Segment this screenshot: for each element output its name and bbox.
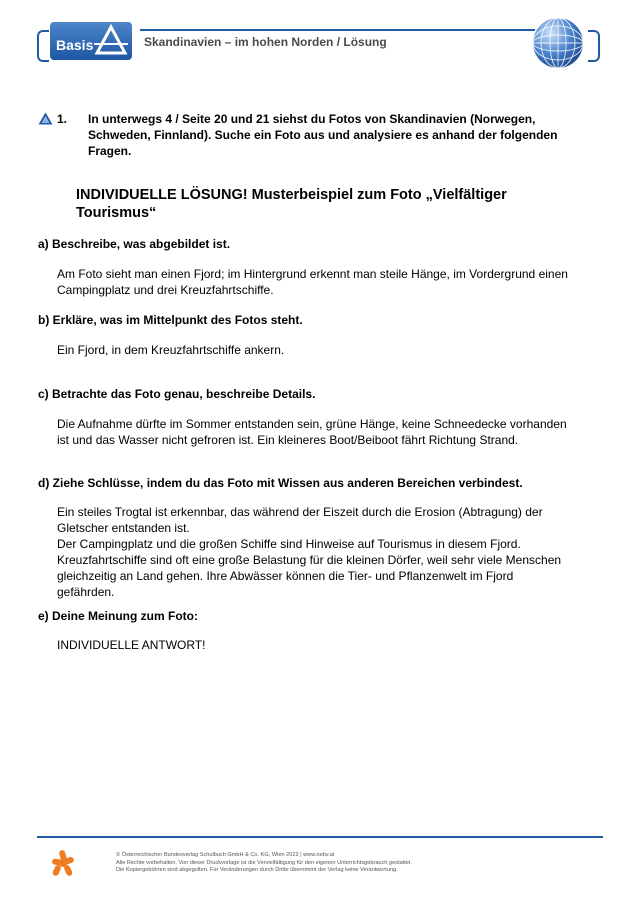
answer-c: [57, 416, 602, 448]
answer-line: Der Campingplatz und die großen Schiffe sind Hinweise auf Tourismus in diesem Fjord.: [57, 537, 521, 551]
warning-triangle-icon: [38, 112, 53, 125]
answer-line: ist und das Wasser nicht gefroren ist. Ein kleineres Boot/Beiboot fährt Richtung Strand.: [57, 433, 519, 447]
answer-line: Ein Fjord, in dem Kreuzfahrtschiffe ankern.: [57, 343, 285, 357]
question-e: e) Deine Meinung zum Foto:: [38, 609, 198, 623]
page-title: Skandinavien – im hohen Norden / Lösung: [144, 35, 387, 49]
answer-line: gefährden.: [57, 585, 115, 599]
asterisk-logo-icon: [50, 848, 76, 878]
answer-line: gleichzeitig an Land gehen. Ihre Abwässer können die Tier- und Pflanzenwelt im Fjord: [57, 569, 514, 583]
footer-line: Alle Rechte vorbehalten. Von dieser Druckvorlage ist die Vervielfältigung für den eigenen Unterrichtsgebrauch gestattet.: [116, 859, 413, 866]
answer-a: [57, 266, 602, 298]
answer-b: [57, 342, 602, 358]
footer-copyright: [116, 852, 586, 875]
triangle-logo-icon: [94, 24, 128, 58]
answer-line: INDIVIDUELLE ANTWORT!: [57, 638, 206, 652]
solution-heading-line: Tourismus“: [76, 205, 157, 221]
header-bracket-right: [588, 30, 600, 62]
answer-line: Kreuzfahrtschiffe sind oft eine große Belastung für die kleinen Dörfer, weil sehr viele Menschen: [57, 553, 562, 567]
answer-line: Gletscher entstanden ist.: [57, 521, 190, 535]
solution-heading: [76, 186, 576, 222]
footer-line: © Österreichischer Bundesverlag Schulbuch GmbH & Co. KG, Wien 2022 | www.oebv.at: [116, 852, 335, 858]
answer-line: Campingplatz und drei Kreuzfahrtschiffe.: [57, 283, 274, 297]
question-d: d) Ziehe Schlüsse, indem du das Foto mit Wissen aus anderen Bereichen verbindest.: [38, 476, 523, 490]
solution-heading-line: INDIVIDUELLE LÖSUNG! Musterbeispiel zum Foto „Vielfältiger: [76, 187, 507, 203]
task-line: Fragen.: [88, 144, 132, 158]
answer-line: Die Aufnahme dürfte im Sommer entstanden sein, grüne Hänge, keine Schneedecke vorhanden: [57, 417, 567, 431]
header-rule: [140, 29, 535, 31]
logo-label: Basis: [56, 37, 94, 53]
page-header: [0, 0, 640, 80]
question-a: a) Beschreibe, was abgebildet ist.: [38, 237, 231, 251]
basis-logo: [50, 22, 132, 60]
task-line: Schweden, Finnland). Suche ein Foto aus und analysiere es anhand der folgenden: [88, 128, 558, 142]
answer-line: Am Foto sieht man einen Fjord; im Hintergrund erkennt man steile Hänge, im Vordergrund einen: [57, 267, 568, 281]
task-line: In unterwegs 4 / Seite 20 und 21 siehst du Fotos von Skandinavien (Norwegen,: [88, 112, 536, 126]
globe-icon: [531, 16, 585, 70]
answer-e: [57, 637, 602, 653]
question-b: b) Erkläre, was im Mittelpunkt des Fotos steht.: [38, 313, 303, 327]
header-bracket-left: [37, 30, 49, 62]
footer-line: Die Kopiergebühren sind abgegolten. Für Veränderungen durch Dritte übernimmt der Verlag keine Verantwortung.: [116, 867, 398, 873]
answer-d: [57, 504, 602, 600]
task-text: [88, 111, 608, 159]
question-c: c) Betrachte das Foto genau, beschreibe Details.: [38, 387, 316, 401]
answer-line: Ein steiles Trogtal ist erkennbar, das während der Eiszeit durch die Erosion (Abtragung) der: [57, 505, 543, 519]
footer-rule: [37, 836, 603, 838]
task-number: 1.: [57, 112, 68, 126]
